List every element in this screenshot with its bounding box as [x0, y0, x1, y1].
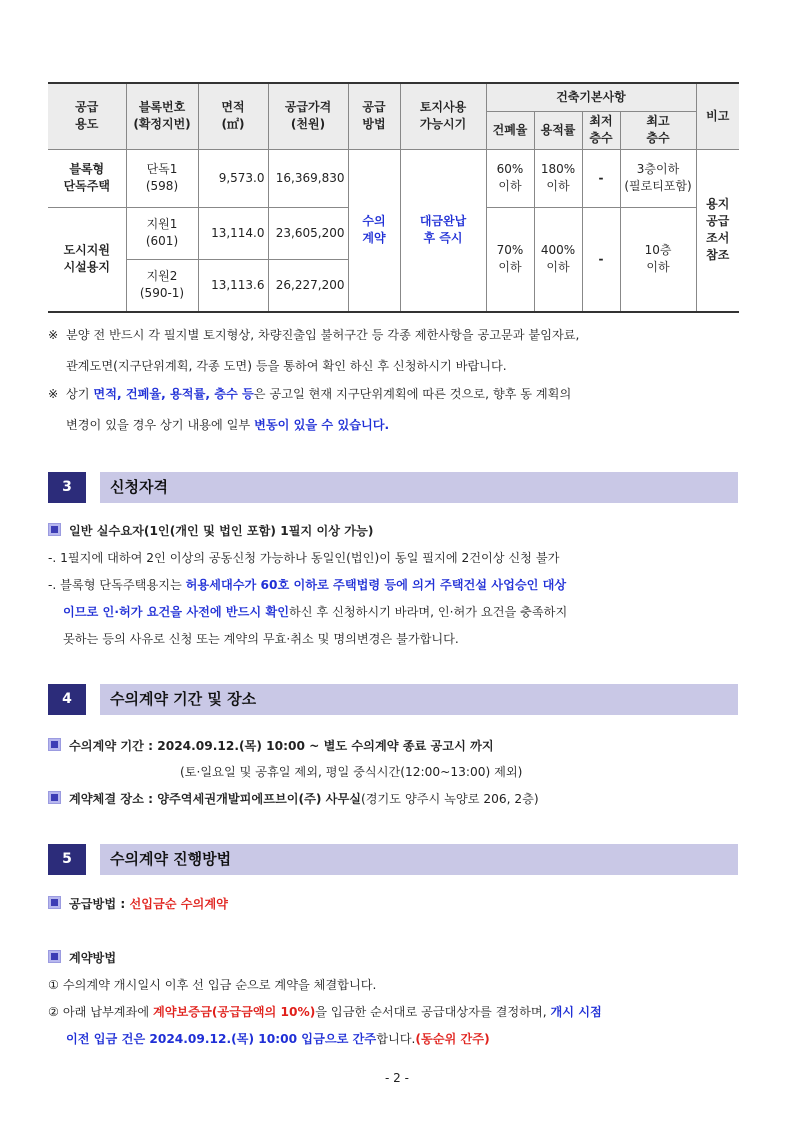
cell-far: 400% 이하 [534, 207, 582, 312]
cell-area: 9,573.0 [198, 149, 268, 207]
step-text: 을 입금한 순서대로 공급대상자를 결정하며, [315, 1005, 551, 1019]
note-text: 변경이 있을 경우 상기 내용에 일부 [66, 418, 255, 432]
note-text: 상기 [66, 387, 94, 401]
note-mark: ※ [48, 328, 59, 342]
supply-table [48, 82, 739, 313]
cell-block: 지원1 (601) [126, 207, 198, 259]
header-min-floors: 최저 층수 [582, 111, 620, 149]
header-coverage: 건폐율 [486, 111, 534, 149]
cell-min-floors: - [582, 149, 620, 207]
section-3-item-2-cont [48, 603, 740, 620]
cell-area: 13,113.6 [198, 259, 268, 312]
note-text: 관계도면(지구단위계획, 각종 도면) 등을 통하여 확인 하신 후 신청하시기 바랍니다. [66, 359, 507, 373]
step-highlight: 계약보증금(공급금액의 10%) [152, 1005, 316, 1019]
header-building-basic: 건축기본사항 [486, 83, 696, 111]
cell-land-use: 대금완납 후 즉시 [400, 149, 486, 312]
contract-period [48, 737, 740, 754]
cell-max-floors: 3층이하 (필로티포함) [620, 149, 696, 207]
square-bullet-icon [48, 896, 61, 909]
cell-min-floors: - [582, 207, 620, 312]
step-text: 아래 납부계좌에 [62, 1005, 153, 1019]
step-text: 수의계약 개시일시 이후 선 입금 순으로 계약을 체결합니다. [62, 978, 377, 992]
dash-mark: -. [48, 578, 57, 592]
head-text: 일반 실수요자(1인(개인 및 법인 포함) 1필지 이상 가능) [69, 524, 374, 538]
square-bullet-icon [48, 950, 61, 963]
cell-price: 16,369,830 [268, 149, 348, 207]
cell-use: 블록형 단독주택 [48, 149, 126, 207]
note-1 [48, 320, 740, 382]
section-title: 수의계약 진행방법 [100, 844, 738, 875]
section-number: 3 [48, 472, 86, 503]
section-3-item-2 [48, 576, 740, 593]
head-text: 계약방법 [69, 951, 117, 965]
note-mark: ※ [48, 387, 59, 401]
header-block: 블록번호 (확정지번) [126, 83, 198, 149]
cell-area: 13,114.0 [198, 207, 268, 259]
header-price: 공급가격 (천원) [268, 83, 348, 149]
page-number: - 2 - [385, 1071, 409, 1085]
cell-method: 수의 계약 [348, 149, 400, 312]
supply-method [48, 895, 740, 912]
header-area: 면적 (㎡) [198, 83, 268, 149]
item-text: 하신 후 신청하시기 바라며, 인·허가 요건을 충족하지 [289, 605, 568, 619]
square-bullet-icon [48, 791, 61, 804]
step-number: ① [48, 978, 59, 992]
method-value: 선입금순 수의계약 [129, 897, 228, 911]
square-bullet-icon [48, 738, 61, 751]
item-text: 1필지에 대하여 2인 이상의 공동신청 가능하나 동일인(법인)이 동일 필지에 2건이상 신청 불가 [60, 551, 560, 565]
place-text: 계약체결 장소 : 양주역세권개발피에프브이(주) 사무실 [69, 792, 361, 806]
item-highlight: 이므로 인·허가 요건을 사전에 반드시 확인 [63, 605, 289, 619]
square-bullet-icon [48, 523, 61, 536]
section-4-header [48, 684, 738, 715]
section-3-item-2-cont2: 못하는 등의 사유로 신청 또는 계약의 무효·취소 및 명의변경은 불가합니다. [63, 632, 459, 646]
header-max-floors: 최고 층수 [620, 111, 696, 149]
note-highlight: 변동이 있을 수 있습니다. [254, 418, 390, 432]
period-note: (토·일요일 및 공휴일 제외, 평일 중식시간(12:00~13:00) 제외) [180, 765, 523, 779]
section-number: 5 [48, 844, 86, 875]
period-text: 수의계약 기간 : 2024.09.12.(목) 10:00 ~ 별도 수의계약 종료 공고시 까지 [69, 739, 494, 753]
contract-place [48, 790, 740, 807]
contract-step-2-cont [48, 1030, 740, 1047]
note-2 [48, 379, 740, 441]
item-highlight: 허용세대수가 60호 이하로 주택법령 등에 의거 주택건설 사업승인 대상 [185, 578, 567, 592]
cell-coverage: 60% 이하 [486, 149, 534, 207]
step-highlight: (동순위 간주) [415, 1032, 490, 1046]
step-number: ② [48, 1005, 59, 1019]
cell-remarks: 용지 공급 조서 참조 [696, 149, 739, 312]
step-text: 합니다. [376, 1032, 416, 1046]
cell-coverage: 70% 이하 [486, 207, 534, 312]
section-5-header [48, 844, 738, 875]
cell-block: 지원2 (590-1) [126, 259, 198, 312]
header-remarks: 비고 [696, 83, 739, 149]
cell-block: 단독1 (598) [126, 149, 198, 207]
section-3-header [48, 472, 738, 503]
cell-max-floors: 10층 이하 [620, 207, 696, 312]
place-address: (경기도 양주시 녹양로 206, 2층) [361, 792, 539, 806]
header-method: 공급 방법 [348, 83, 400, 149]
step-highlight: 개시 시점 [550, 1005, 602, 1019]
header-far: 용적률 [534, 111, 582, 149]
contract-step-1 [48, 976, 740, 993]
cell-use: 도시지원 시설용지 [48, 207, 126, 312]
cell-price: 26,227,200 [268, 259, 348, 312]
section-title: 수의계약 기간 및 장소 [100, 684, 738, 715]
header-land-use: 토지사용 가능시기 [400, 83, 486, 149]
contract-method-head [48, 949, 740, 966]
dash-mark: -. [48, 551, 57, 565]
note-highlight: 면적, 건폐율, 용적률, 층수 등 [93, 387, 254, 401]
cell-far: 180% 이하 [534, 149, 582, 207]
step-highlight: 이전 입금 건은 2024.09.12.(목) 10:00 입금으로 간주 [66, 1032, 377, 1046]
header-use: 공급 용도 [48, 83, 126, 149]
cell-price: 23,605,200 [268, 207, 348, 259]
note-text: 분양 전 반드시 각 필지별 토지형상, 차량진출입 불허구간 등 각종 제한사항을 공고문과 붙임자료, [66, 328, 580, 342]
section-title: 신청자격 [100, 472, 738, 503]
section-3-item-1 [48, 549, 740, 566]
section-number: 4 [48, 684, 86, 715]
section-3-head [48, 522, 740, 539]
method-label: 공급방법 : [69, 897, 130, 911]
note-text: 은 공고일 현재 지구단위계획에 따른 것으로, 향후 동 계획의 [253, 387, 572, 401]
table-row [48, 149, 739, 207]
item-text: 블록형 단독주택용지는 [60, 578, 186, 592]
contract-step-2 [48, 1003, 740, 1020]
